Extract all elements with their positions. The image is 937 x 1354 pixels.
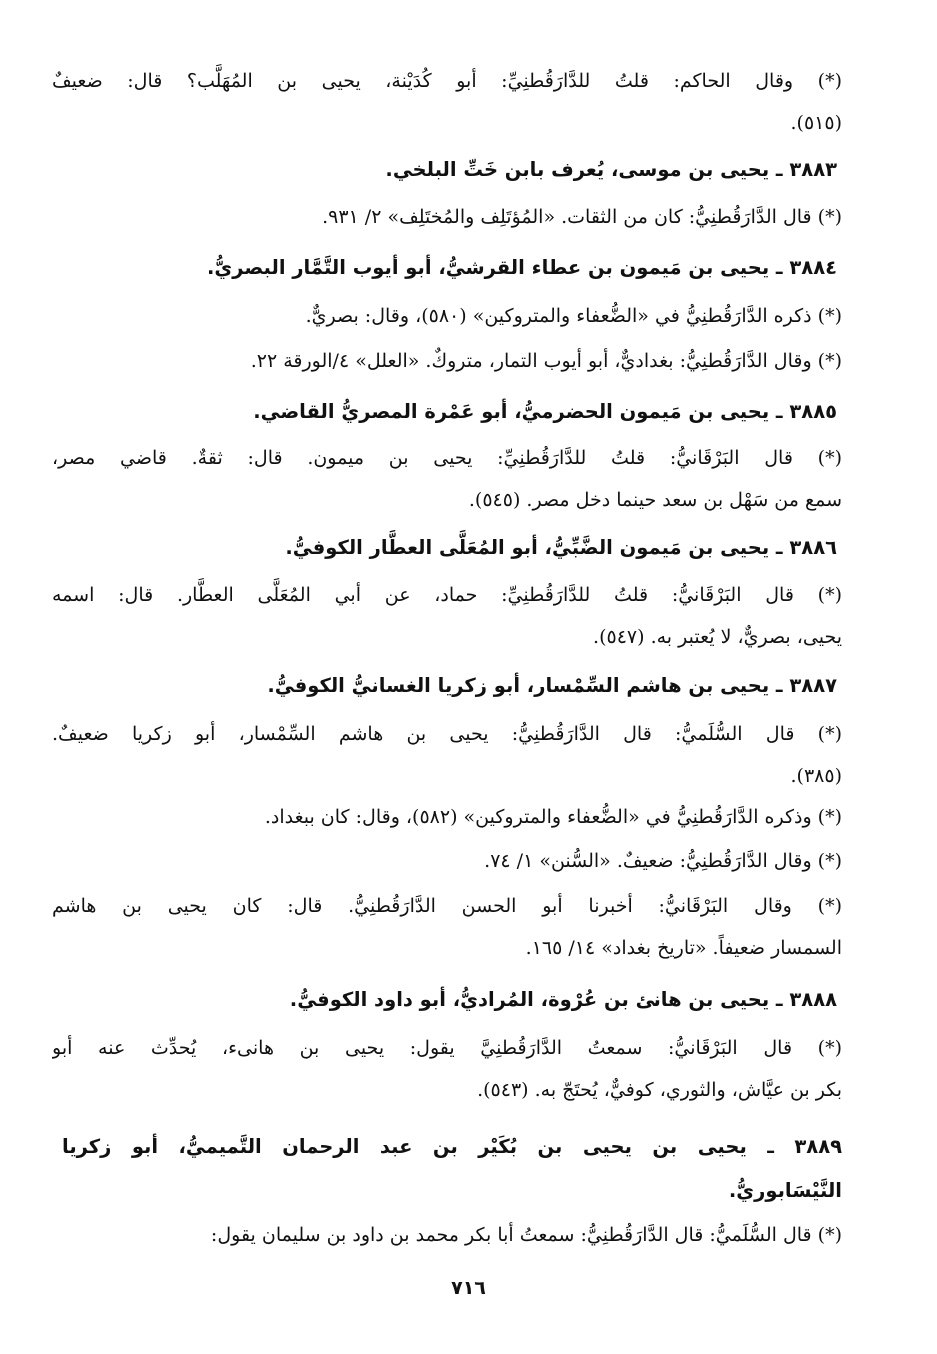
paragraph-line: (*) وقال الدَّارَقُطنِيُّ: بغداديٌّ، أبو أيوب التمار، متروكٌ. «العلل» ٤/الورقة ٢٢. xyxy=(250,350,842,372)
paragraph-line: سمع من سَهْل بن سعد حينما دخل مصر. (٥٤٥). xyxy=(468,489,842,511)
paragraph xyxy=(52,574,842,658)
entry-heading: ٣٨٨٤ ـ يحيى بن مَيمون بن عطاء القرشيُّ، أبو أيوب التَّمَّار البصريُّ. xyxy=(206,256,837,279)
paragraph-line: السمسار ضعيفاً. «تاريخ بغداد» ١٤/ ١٦٥. xyxy=(525,937,842,959)
paragraph xyxy=(52,840,842,882)
paragraph xyxy=(52,60,842,144)
heading-line: النَّيْسَابوريُّ. xyxy=(728,1179,842,1202)
paragraph-line: (*) وذكره الدَّارَقُطنِيُّ في «الضُّعفاء والمتروكين» (٥٨٢)، وقال: كان ببغداد. xyxy=(264,806,842,828)
entry-heading: ٣٨٨٧ ـ يحيى بن هاشم السِّمْسار، أبو زكريا الغسانيُّ الكوفيُّ. xyxy=(267,674,837,697)
paragraph-line: (*) قال السُّلَميُّ: قال الدَّارَقُطنِيُّ: سمعتُ أبا بكر محمد بن داود بن سليمان يقول: xyxy=(210,1224,842,1246)
entry-heading: ٣٨٨٦ ـ يحيى بن مَيمون الضَّبِّيُّ، أبو المُعَلَّى العطَّار الكوفيُّ. xyxy=(285,536,837,559)
paragraph xyxy=(52,713,842,797)
paragraph-line: (*) وقال الحاكم: قلتُ للدَّارَقُطنِيِّ: أبو كُدَيْنة، يحيى بن المُهَلَّب؟ قال: ضعيفٌ xyxy=(52,70,842,92)
paragraph-line: (*) وقال البَرْقَانيُّ: أخبرنا أبو الحسن الدَّارَقُطنِيُّ. قال: كان يحيى بن هاشم xyxy=(52,895,842,917)
entry-heading: ٣٨٨٥ ـ يحيى بن مَيمون الحضرميُّ، أبو عَمْرة المصريُّ القاضي. xyxy=(253,400,837,423)
paragraph-line: (*) قال البَرْقَانيُّ: قلتُ للدَّارَقُطنِيِّ: يحيى بن ميمون. قال: ثقةٌ. قاضي مصر، xyxy=(52,447,842,469)
paragraph-line: (٥١٥). xyxy=(790,112,842,134)
heading-line: ٣٨٨٩ ـ يحيى بن يحيى بن بُكَيْر بن عبد الرحمان التَّميميُّ، أبو زكريا xyxy=(62,1135,842,1158)
paragraph-line: (*) قال الدَّارَقُطنِيُّ: كان من الثقات. «المُؤتَلِف والمُختَلِف» ٢/ ٩٣١. xyxy=(322,206,842,228)
paragraph xyxy=(52,885,842,969)
paragraph xyxy=(52,295,842,337)
paragraph-line: (*) وقال الدَّارَقُطنِيُّ: ضعيفٌ. «السُّنن» ١/ ٧٤. xyxy=(484,850,842,872)
paragraph xyxy=(52,437,842,521)
paragraph xyxy=(52,196,842,238)
paragraph-line: (٣٨٥). xyxy=(790,765,842,787)
paragraph-line: (*) ذكره الدَّارَقُطنِيُّ في «الضُّعفاء والمتروكين» (٥٨٠)، وقال: بصريٌّ. xyxy=(305,305,842,327)
paragraph-line: (*) قال البَرْقَانيُّ: سمعتُ الدَّارَقُطنِيَّ يقول: يحيى بن هانىء، يُحدِّث عنه أبو xyxy=(52,1037,842,1059)
entry-heading: ٣٨٨٣ ـ يحيى بن موسى، يُعرف بابن خَتِّ البلخي. xyxy=(385,158,837,181)
paragraph-line: (*) قال البَرْقَانيُّ: قلتُ للدَّارَقُطنِيِّ: حماد، عن أبي المُعَلَّى العطَّار. قال: اسمه xyxy=(52,584,842,606)
paragraph-line: بكر بن عيَّاش، والثوري، كوفيٌّ، يُحتَجّ به. (٥٤٣). xyxy=(477,1079,842,1101)
paragraph xyxy=(52,340,842,382)
entry-heading xyxy=(62,1125,842,1213)
paragraph-line: (*) قال السُّلَميُّ: قال الدَّارَقُطنِيُّ: يحيى بن هاشم السِّمْسار، أبو زكريا ضعيفٌ. xyxy=(52,723,842,745)
paragraph xyxy=(52,796,842,838)
paragraph-line: يحيى، بصريٌّ، لا يُعتبر به. (٥٤٧). xyxy=(593,626,842,648)
paragraph xyxy=(52,1214,842,1256)
page-number: ٧١٦ xyxy=(451,1277,486,1299)
entry-heading: ٣٨٨٨ ـ يحيى بن هانئ بن عُرْوة، المُراديُّ، أبو داود الكوفيُّ. xyxy=(289,988,837,1011)
paragraph xyxy=(52,1027,842,1111)
